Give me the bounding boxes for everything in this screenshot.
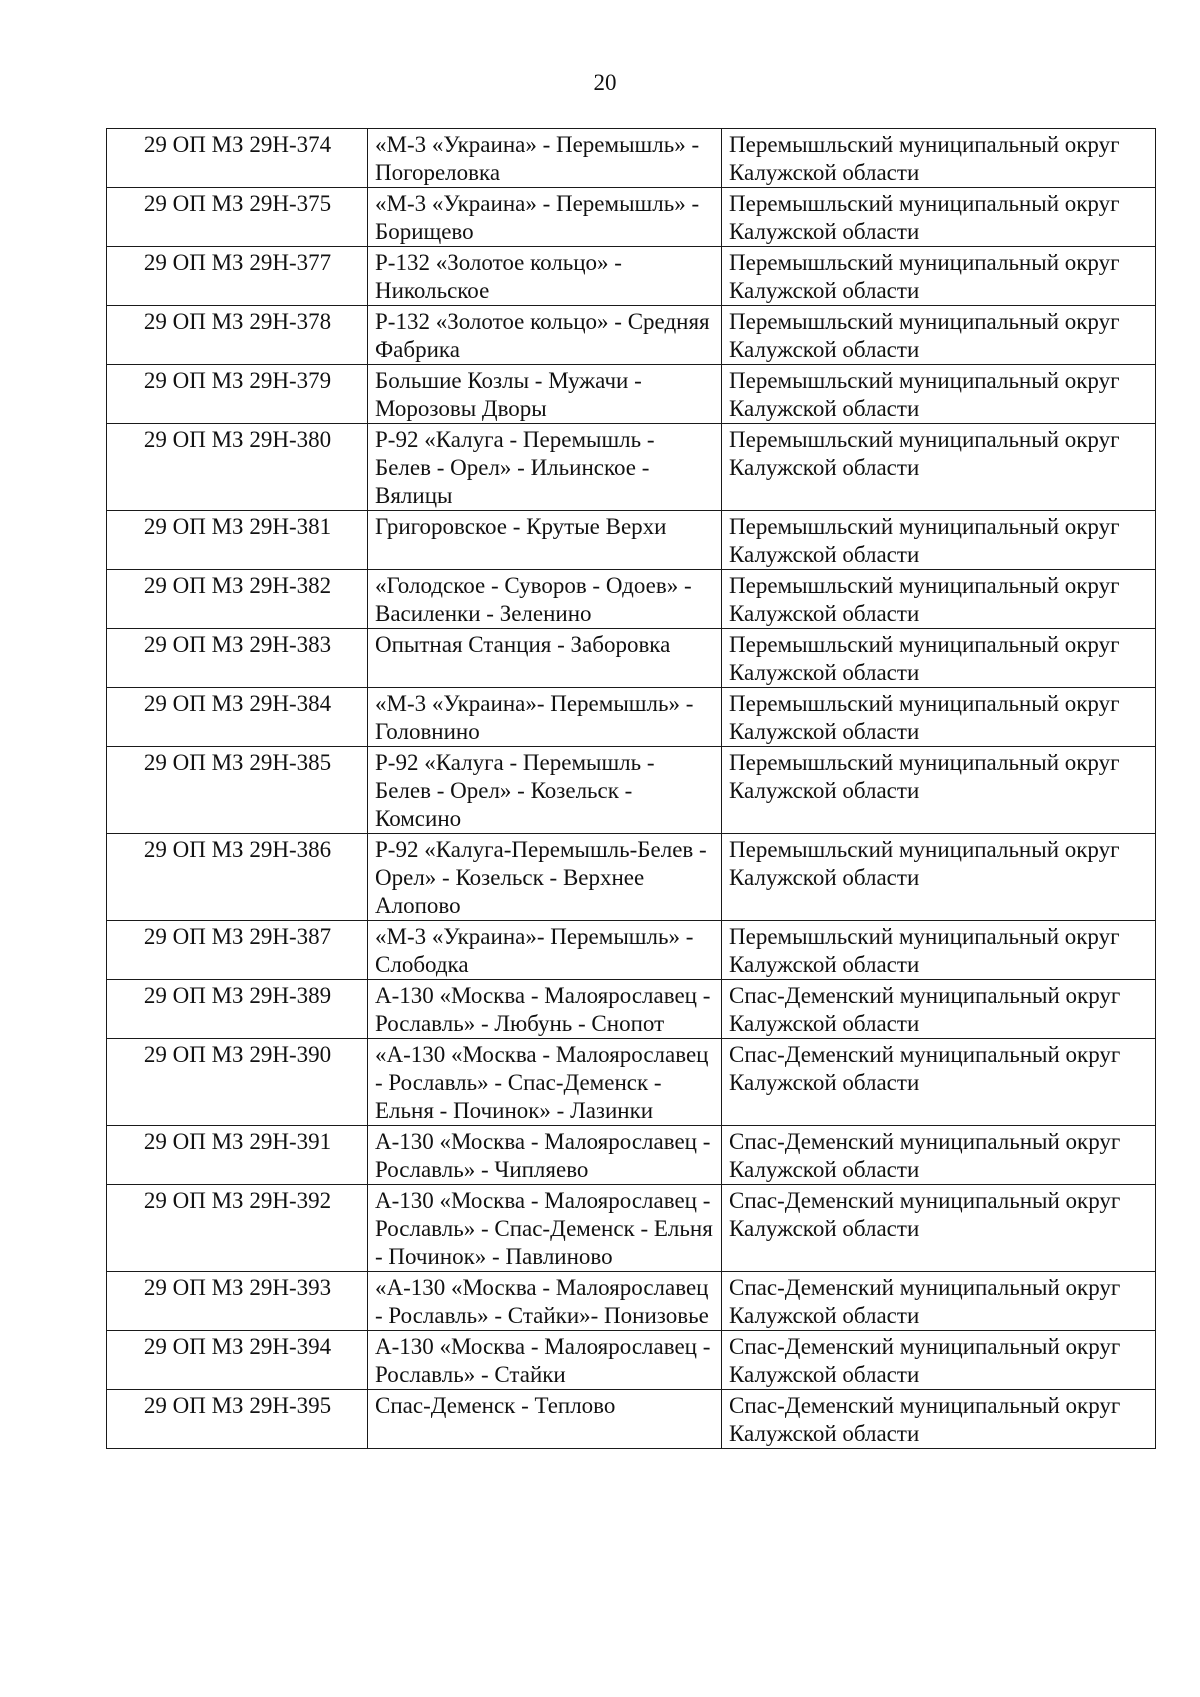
road-name-cell: А-130 «Москва - Малоярославец - Рославль» - Спас-Деменск - Ельня - Починок» - Павлиново [368,1185,722,1272]
table-row [107,1390,1156,1449]
table-row [107,306,1156,365]
district-cell: Перемышльский муниципальный округ Калужской области [722,629,1156,688]
road-name-cell: Большие Козлы - Мужачи - Морозовы Дворы [368,365,722,424]
table-row [107,1185,1156,1272]
district-cell: Перемышльский муниципальный округ Калужской области [722,306,1156,365]
district-cell: Спас-Деменский муниципальный округ Калужской области [722,1039,1156,1126]
table-row [107,129,1156,188]
road-id-cell: 29 ОП МЗ 29Н-386 [107,834,368,921]
road-id-cell: 29 ОП МЗ 29Н-391 [107,1126,368,1185]
district-cell: Перемышльский муниципальный округ Калужской области [722,247,1156,306]
road-id-cell: 29 ОП МЗ 29Н-395 [107,1390,368,1449]
road-id-cell: 29 ОП МЗ 29Н-392 [107,1185,368,1272]
table-row [107,1272,1156,1331]
road-id-cell: 29 ОП МЗ 29Н-382 [107,570,368,629]
road-name-cell: А-130 «Москва - Малоярославец - Рославль» - Любунь - Снопот [368,980,722,1039]
road-id-cell: 29 ОП МЗ 29Н-379 [107,365,368,424]
district-cell: Перемышльский муниципальный округ Калужской области [722,570,1156,629]
table-row [107,247,1156,306]
road-id-cell: 29 ОП МЗ 29Н-390 [107,1039,368,1126]
district-cell: Перемышльский муниципальный округ Калужской области [722,834,1156,921]
road-name-cell: «А-130 «Москва - Малоярославец - Рославль» - Спас-Деменск - Ельня - Починок» - Лазинки [368,1039,722,1126]
road-name-cell: «М-3 «Украина» - Перемышль» - Погореловка [368,129,722,188]
table-row [107,188,1156,247]
table-row [107,688,1156,747]
page-number: 20 [593,70,617,95]
road-name-cell: «А-130 «Москва - Малоярославец - Рославль» - Стайки»- Понизовье [368,1272,722,1331]
district-cell: Перемышльский муниципальный округ Калужской области [722,129,1156,188]
road-name-cell: «М-3 «Украина» - Перемышль» - Борищево [368,188,722,247]
district-cell: Спас-Деменский муниципальный округ Калужской области [722,1390,1156,1449]
road-id-cell: 29 ОП МЗ 29Н-380 [107,424,368,511]
table-row [107,980,1156,1039]
district-cell: Перемышльский муниципальный округ Калужской области [722,688,1156,747]
road-id-cell: 29 ОП МЗ 29Н-385 [107,747,368,834]
road-id-cell: 29 ОП МЗ 29Н-374 [107,129,368,188]
table-row [107,1039,1156,1126]
road-name-cell: Опытная Станция - Заборовка [368,629,722,688]
road-name-cell: Р-92 «Калуга - Перемышль - Белев - Орел» - Ильинское - Вялицы [368,424,722,511]
road-name-cell: «Голодское - Суворов - Одоев» - Василенки - Зеленино [368,570,722,629]
district-cell: Спас-Деменский муниципальный округ Калужской области [722,1126,1156,1185]
road-id-cell: 29 ОП МЗ 29Н-378 [107,306,368,365]
road-name-cell: Р-92 «Калуга-Перемышль-Белев - Орел» - Козельск - Верхнее Алопово [368,834,722,921]
district-cell: Перемышльский муниципальный округ Калужской области [722,921,1156,980]
road-name-cell: Р-132 «Золотое кольцо» - Средняя Фабрика [368,306,722,365]
road-id-cell: 29 ОП МЗ 29Н-389 [107,980,368,1039]
district-cell: Перемышльский муниципальный округ Калужской области [722,424,1156,511]
road-name-cell: «М-3 «Украина»- Перемышль» - Головнино [368,688,722,747]
road-id-cell: 29 ОП МЗ 29Н-393 [107,1272,368,1331]
road-name-cell: Григоровское - Крутые Верхи [368,511,722,570]
roads-table-body [107,129,1156,1449]
district-cell: Спас-Деменский муниципальный округ Калужской области [722,1331,1156,1390]
road-id-cell: 29 ОП МЗ 29Н-377 [107,247,368,306]
table-row [107,1126,1156,1185]
table-row [107,511,1156,570]
road-name-cell: Р-92 «Калуга - Перемышль - Белев - Орел» - Козельск - Комсино [368,747,722,834]
district-cell: Перемышльский муниципальный округ Калужской области [722,511,1156,570]
table-row [107,365,1156,424]
road-name-cell: А-130 «Москва - Малоярославец - Рославль» - Чипляево [368,1126,722,1185]
table-row [107,629,1156,688]
road-id-cell: 29 ОП МЗ 29Н-394 [107,1331,368,1390]
district-cell: Перемышльский муниципальный округ Калужской области [722,188,1156,247]
district-cell: Спас-Деменский муниципальный округ Калужской области [722,1272,1156,1331]
table-row [107,570,1156,629]
road-name-cell: «М-3 «Украина»- Перемышль» - Слободка [368,921,722,980]
road-name-cell: А-130 «Москва - Малоярославец - Рославль» - Стайки [368,1331,722,1390]
road-name-cell: Р-132 «Золотое кольцо» - Никольское [368,247,722,306]
table-row [107,834,1156,921]
road-id-cell: 29 ОП МЗ 29Н-384 [107,688,368,747]
road-name-cell: Спас-Деменск - Теплово [368,1390,722,1449]
roads-table [106,128,1156,1449]
district-cell: Перемышльский муниципальный округ Калужской области [722,365,1156,424]
district-cell: Спас-Деменский муниципальный округ Калужской области [722,1185,1156,1272]
table-row [107,747,1156,834]
table-row [107,424,1156,511]
table-row [107,921,1156,980]
district-cell: Перемышльский муниципальный округ Калужской области [722,747,1156,834]
road-id-cell: 29 ОП МЗ 29Н-375 [107,188,368,247]
road-id-cell: 29 ОП МЗ 29Н-381 [107,511,368,570]
road-id-cell: 29 ОП МЗ 29Н-387 [107,921,368,980]
road-id-cell: 29 ОП МЗ 29Н-383 [107,629,368,688]
table-row [107,1331,1156,1390]
district-cell: Спас-Деменский муниципальный округ Калужской области [722,980,1156,1039]
